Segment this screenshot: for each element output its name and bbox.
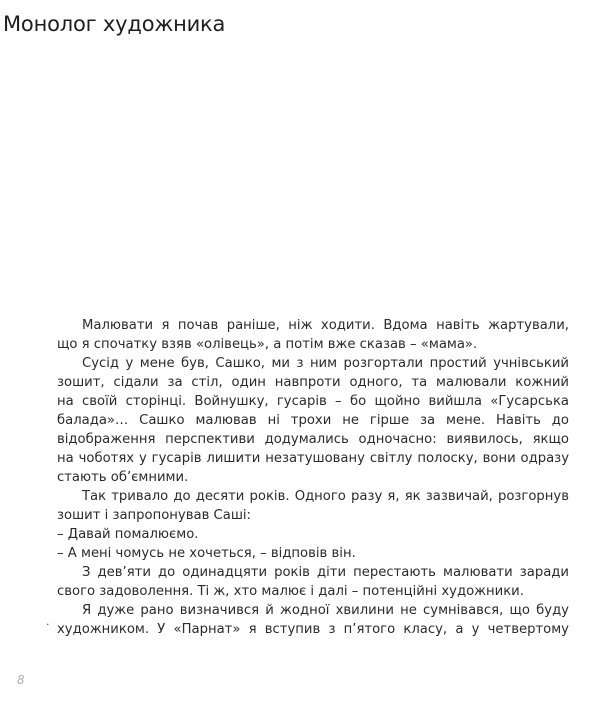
text-line: зошит і запропонував Саші: [57,508,252,523]
text-line: на своїй сторінці. Войнушку, гусарів – бо щойно вийшла «Гусарська [57,394,569,409]
body-text [57,316,569,639]
chapter-title: Монолог художника [3,12,226,36]
text-line: З дев’яти до одинадцяти років діти перестають малювати заради [82,565,569,580]
page-number: 8 [17,673,25,687]
text-line: Сусід у мене був, Сашко, ми з ним розгортали простий учнівський [82,356,569,371]
text-line: Я дуже рано визначився й жодної хвилини не сумнівався, що буду [82,603,569,618]
text-line: що я спочатку взяв «олівець», а потім вже сказав – «мама». [57,337,478,352]
text-line: балада»… Сашко малював ні трохи не гірше за мене. Навіть до [57,413,569,428]
text-line: відображення перспективи додумались одночасно: виявилось, якщо [57,432,569,447]
text-line: на чоботях у гусарів лишити незатушовану світлу полоску, вони одразу [57,451,569,466]
text-line: – А мені чомусь не хочеться, – відповів він. [57,546,356,561]
margin-mark: · [46,618,50,631]
text-line: Малювати я почав раніше, ніж ходити. Вдома навіть жартували, [82,318,569,333]
text-line: стають об’ємними. [57,470,189,485]
text-line: художником. У «Парнат» я вступив з п’ятого класу, а у четвертому [57,622,569,637]
text-line: – Давай помалюємо. [57,527,199,542]
text-line: Так тривало до десяти років. Одного разу я, як зазвичай, розгорнув [82,489,569,504]
text-line: зошит, сідали за стіл, один навпроти одного, та малювали кожний [57,375,569,390]
text-line: свого задоволення. Ті ж, хто малює і далі – потенційні художники. [57,584,524,599]
